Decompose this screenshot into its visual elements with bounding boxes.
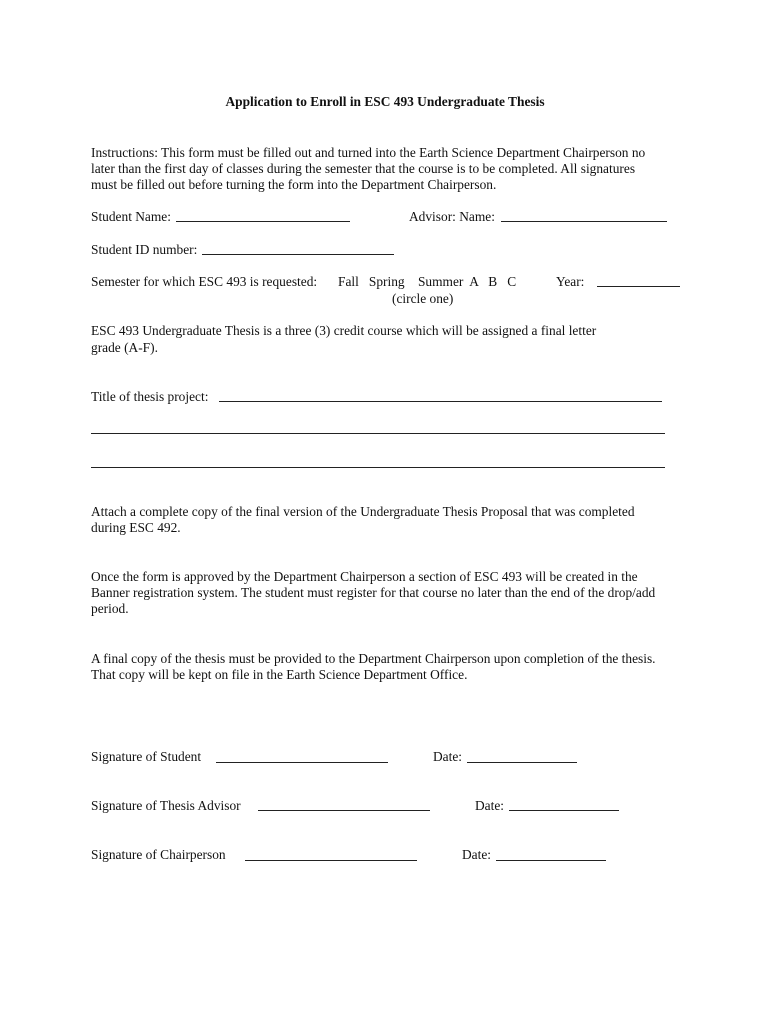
attach-note-line-1: Attach a complete copy of the final version of the Undergraduate Thesis Proposal that was completed: [91, 504, 635, 519]
page-title: Application to Enroll in ESC 493 Undergraduate Thesis: [225, 94, 545, 109]
instructions-line-2: later than the first day of classes during the semester that the course is to be completed. All signatures: [91, 161, 636, 176]
instructions-line-3: must be filled out before turning the form into the Department Chairperson.: [91, 177, 497, 192]
student-name-field[interactable]: [176, 221, 350, 222]
semester-label: Semester for which ESC 493 is requested:: [91, 274, 318, 289]
instructions-line-1: Instructions: This form must be filled out and turned into the Earth Science Department Chairperson no: [91, 145, 646, 160]
semester-options[interactable]: Fall Spring Summer A B C: [338, 274, 517, 289]
approval-note-line-2: Banner registration system. The student must register for that course no later than the end of the drop/add: [91, 585, 656, 600]
student-name-label: Student Name:: [91, 209, 171, 224]
student-date-field[interactable]: [467, 762, 577, 763]
thesis-title-field-line-3[interactable]: [91, 467, 665, 468]
approval-note-line-1: Once the form is approved by the Department Chairperson a section of ESC 493 will be created in the: [91, 569, 638, 584]
circle-one-note: (circle one): [392, 291, 454, 306]
advisor-signature-label: Signature of Thesis Advisor: [91, 798, 241, 813]
approval-note-line-3: period.: [91, 601, 129, 616]
student-id-label: Student ID number:: [91, 242, 198, 257]
final-copy-note-line-1: A final copy of the thesis must be provided to the Department Chairperson upon completion of the thesis.: [91, 651, 656, 666]
thesis-title-label: Title of thesis project:: [91, 389, 209, 404]
advisor-signature-field[interactable]: [258, 810, 430, 811]
advisor-date-field[interactable]: [509, 810, 619, 811]
chair-signature-label: Signature of Chairperson: [91, 847, 226, 862]
advisor-name-field[interactable]: [501, 221, 667, 222]
student-date-label: Date:: [433, 749, 462, 764]
chair-date-label: Date:: [462, 847, 491, 862]
year-field[interactable]: [597, 286, 680, 287]
student-signature-field[interactable]: [216, 762, 388, 763]
advisor-name-label: Advisor: Name:: [409, 209, 495, 224]
credit-note-line-2: grade (A-F).: [91, 340, 158, 355]
attach-note-line-2: during ESC 492.: [91, 520, 181, 535]
thesis-title-field-line-2[interactable]: [91, 433, 665, 434]
credit-note-line-1: ESC 493 Undergraduate Thesis is a three (3) credit course which will be assigned a final letter: [91, 323, 597, 338]
advisor-date-label: Date:: [475, 798, 504, 813]
thesis-title-field-line-1[interactable]: [219, 401, 662, 402]
chair-signature-field[interactable]: [245, 860, 417, 861]
year-label: Year:: [556, 274, 585, 289]
student-id-field[interactable]: [202, 254, 394, 255]
student-signature-label: Signature of Student: [91, 749, 202, 764]
final-copy-note-line-2: That copy will be kept on file in the Earth Science Department Office.: [91, 667, 468, 682]
chair-date-field[interactable]: [496, 860, 606, 861]
